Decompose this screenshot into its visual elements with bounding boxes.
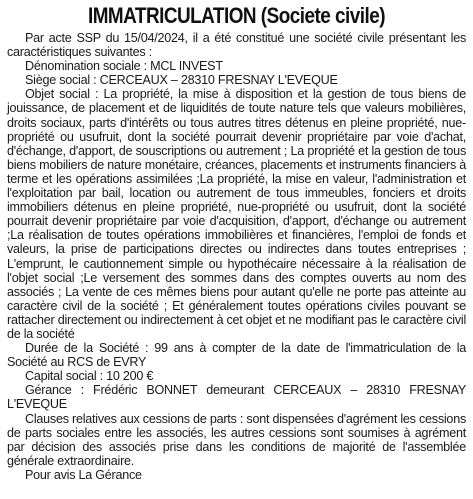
notice-denomination: Dénomination sociale : MCL INVEST	[25, 59, 223, 74]
notice-gerance: Gérance : Frédéric BONNET demeurant CERCEAUX – 28310 FRESNAY L'EVEQUE	[7, 383, 466, 412]
notice-intro: Par acte SSP du 15/04/2024, il a été constitué une société civile présentant les caractéristiques suivantes :	[7, 31, 466, 60]
notice-capital: Capital social : 10 200 €	[25, 369, 154, 384]
notice-title: IMMATRICULATION (Societe civile)	[87, 3, 386, 28]
notice-siege: Siège social : CERCEAUX – 28310 FRESNAY L'EVEQUE	[25, 73, 338, 88]
notice-duree: Durée de la Société : 99 ans à compter de la date de l'immatriculation de la Société au RCS de EVRY	[7, 341, 466, 370]
notice-objet: Objet social : La propriété, la mise à disposition et la gestion de tous biens de jouissance, de placement et de liquidités de toute nature tels que valeurs mobilières, droits sociaux, parts d'intérêts ou tous autres titres détenus en pleine propriété, nue-propriété ou usufruit, dont la société pourrait devenir propriétaire par voie d'achat, d'échange, d'apport, de souscriptions ou autrement ; La propriété et la gestion de tous biens mobiliers de nature monétaire, créances, placements et instruments financiers à terme et les opérations assimilées ;La propriété, la mise en valeur, l'administration et l'exploitation par bail, location ou autrement de tous immeubles, fonciers et droits immobiliers détenus en pleine propriété, nue-propriété ou usufruit, dont la société pourrait devenir propriétaire par voie d'acquisition, d'apport, d'échange ou autrement ;La réalisation de toutes opérations immobilières et financières, l'emploi de fonds et valeurs, la prise de participations directes ou indirectes dans toutes entreprises ; L'emprunt, le cautionnement simple ou hypothécaire nécessaire à la réalisation de l'objet social ;Le versement des sommes dans des comptes ouverts au nom des associés ; La vente de ces mêmes biens pour autant qu'elle ne porte pas atteinte au caractère civil de la société ; Et généralement toutes opérations civiles pouvant se rattacher directement ou indirectement à cet objet et ne modifiant pas le caractère civil de la société	[7, 87, 466, 341]
notice-signature: Pour avis La Gérance	[25, 467, 142, 482]
notice-clauses: Clauses relatives aux cessions de parts : sont dispensées d'agrément les cessions de parts sociales entre les associés, les autres cessions sont soumises à agrément par décision des associés prise dans les conditions de majorité de l'assemblée générale extraordinaire.	[7, 411, 466, 468]
legal-notice	[7, 0, 466, 482]
